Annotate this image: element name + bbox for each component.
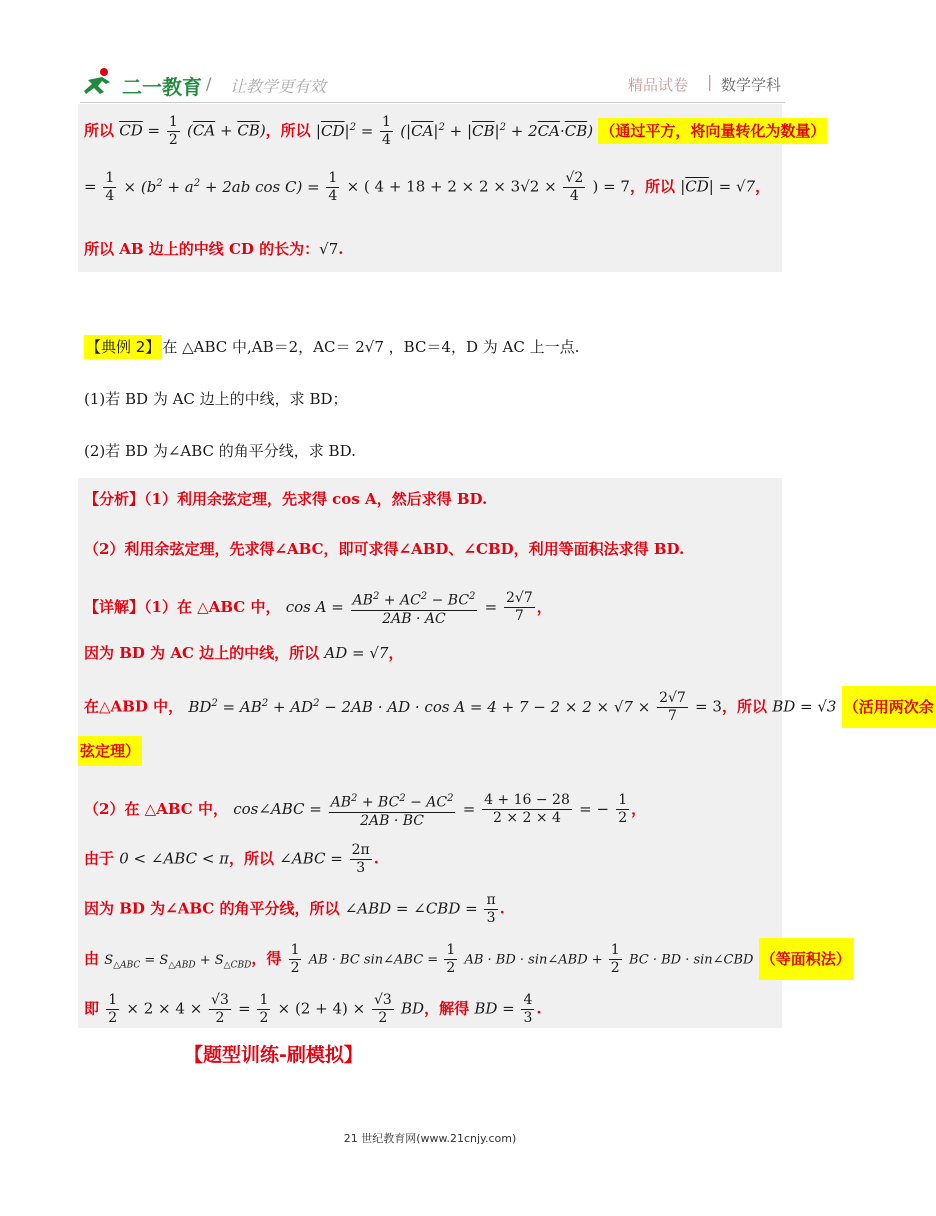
analysis-line1: 【分析】（1）利用余弦定理，先求得 cos A，然后求得 BD. <box>84 490 488 508</box>
detail-line2: 因为 BD 为 AC 边上的中线，所以 AD = √7， <box>84 644 404 662</box>
detail-line7: 由 $S_{\triangle ABC} = S_{\triangle ABD} + S_{\triangle CBD}$，得 $\frac{1}{2}$ AB · BC sin∠ABC = $\frac{1}{2}$ AB · BD · sin∠ABD + $\frac{1}{2}$ BC · BD · sin∠CBD （等面积法） <box>84 942 853 977</box>
detail-line1: 【详解】（1）在 △ABC 中， cos A = $\frac{AB^2 + AC^2 - BC^2}{2AB \cdot AC}$ = $\frac{2√7}{7}$ ， <box>84 588 552 628</box>
block1-line3: 所以 AB 边上的中线 CD 的长为：√7. <box>84 240 344 258</box>
logo-text: 二一教育 <box>122 75 202 99</box>
example-q2: (2)若 BD 为∠ABC 的角平分线，求 BD. <box>84 442 356 460</box>
analysis-line2: （2）利用余弦定理，先求得∠ABC，即可求得∠ABD、∠CBD，利用等面积法求得 BD. <box>84 540 685 558</box>
detail-line5: 由于 0 < ∠ABC < π，所以 ∠ABC = $\frac{2\pi}{3}$ . <box>84 842 379 876</box>
example-stem: 【典例 2】 在 △ABC 中,AB＝2，AC＝ 2√7 ，BC＝4，D 为 AC 上一点. <box>84 336 579 358</box>
detail-line6: 因为 BD 为∠ABC 的角平分线，所以 ∠ABD = ∠CBD = $\frac{\pi}{3}$ . <box>84 892 505 926</box>
section-title: 【题型训练-刷模拟】 <box>184 1044 363 1066</box>
example-tag: 【典例 2】 <box>84 335 162 359</box>
example-q1: (1)若 BD 为 AC 边上的中线，求 BD； <box>84 390 348 408</box>
header-slogan: 让教学更有效 <box>230 77 327 96</box>
detail-line3b: 弦定理） <box>78 740 142 762</box>
detail-line3: 在△ABD 中， $BD^2 = AB^2 + AD^2 - 2AB$ · AD · cos A = 4 + 7 − 2 × 2 × √7 × $\frac{2√7}{7}$ = 3，所以 BD = √3 （活用两次余 <box>84 690 936 725</box>
block1-line1: 所以 $\overline{CD}$ = $\frac{1}{2}$ $(\overline{CA} + \overline{CB})$，所以 $|\overline{CD}|^2$ = $\frac{1}{4}$ $(|\overline{CA}|^2 + |\overline{CB}|^2 + 2\overline{CA}\cdot\overline{CB})$ （通过平方，将向量转化为数量） <box>84 114 826 148</box>
detail-line8: 即 $\frac{1}{2}$ × 2 × 4 × $\frac{√3}{2}$ = $\frac{1}{2}$ × (2 + 4) × $\frac{√3}{2}$ BD，解得 BD = $\frac{4}{3}$ . <box>84 992 542 1026</box>
block1-line2: = $\frac{1}{4}$ × ($b^2 + a^2 + 2ab$ cos C) = $\frac{1}{4}$ × ( 4 + 18 + 2 × 2 × 3√2 × $\frac{√2}{4}$ ) = 7，所以 $|\overline{CD}| = √7$， <box>84 170 771 204</box>
note-highlight: （通过平方，将向量转化为数量） <box>598 118 827 144</box>
header-slash: / <box>206 74 212 93</box>
logo-icon <box>80 66 120 98</box>
header <box>80 66 785 103</box>
detail-line4: （2）在 △ABC 中， cos∠ABC = $\frac{AB^2 + BC^2 - AC^2}{2AB \cdot BC}$ = $\frac{4 + 16 - 28}{2 \times 2 \times 4}$ = − $\frac{1}{2}$ ， <box>84 790 646 830</box>
header-right-right: 数学学科 <box>721 76 782 94</box>
header-separator: | <box>707 72 713 91</box>
header-right-left: 精品试卷 <box>628 76 689 94</box>
footer: 21 世纪教育网(www.21cnjy.com) <box>343 1132 517 1145</box>
